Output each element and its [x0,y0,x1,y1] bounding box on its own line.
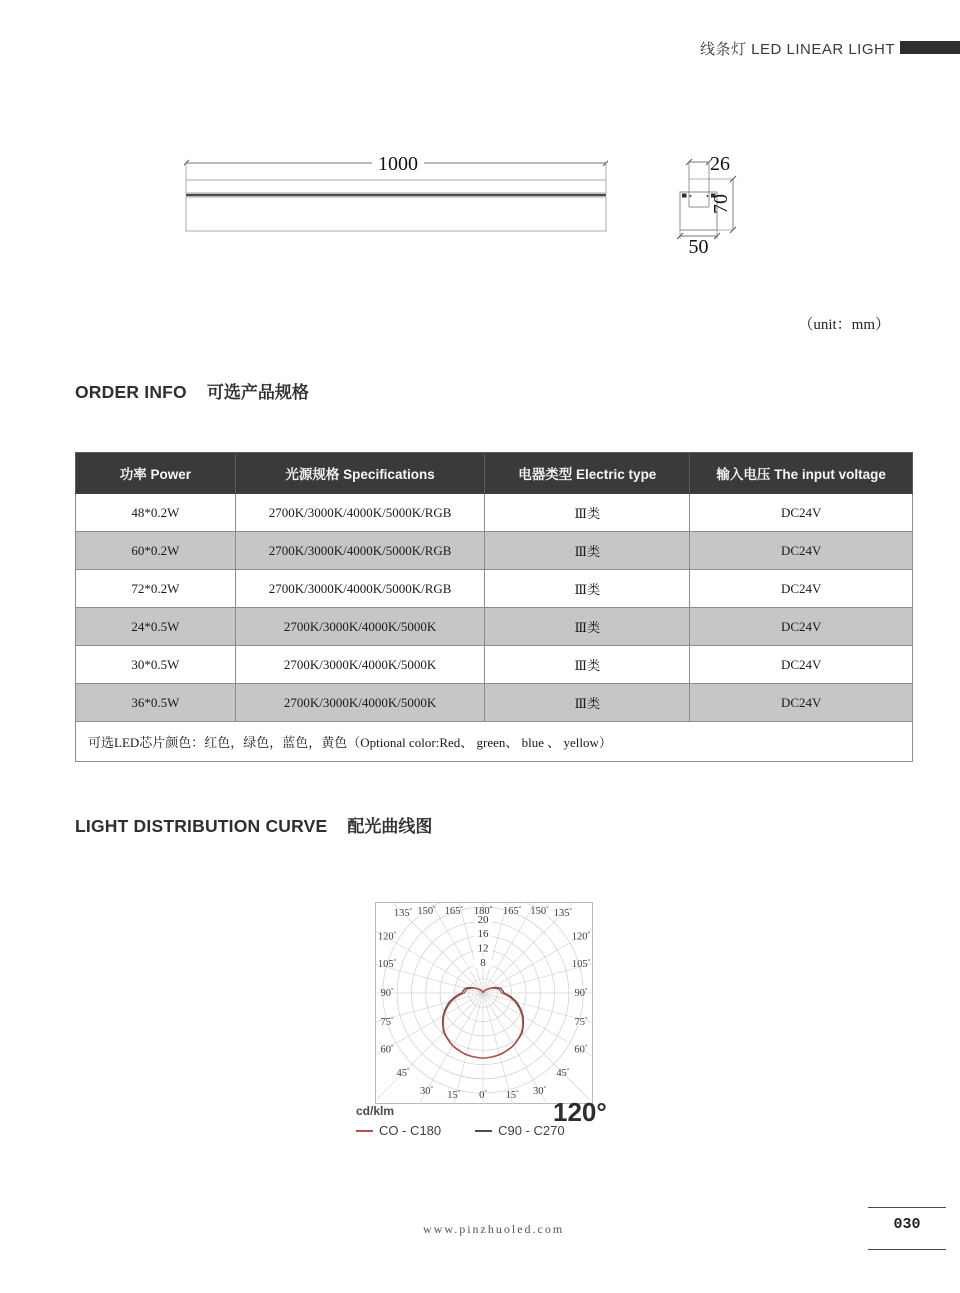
angle-tick-label: 180° [473,905,493,917]
table-note-row [76,722,913,762]
angle-tick-label: 105° [571,957,591,970]
legend-item-0 [356,1123,441,1138]
grid-spoke [483,993,589,1099]
angle-tick-label: 120° [377,930,397,943]
side-view-drawing [184,150,608,234]
table-cell: Ⅲ类 [485,608,690,646]
angle-tick-label: 165° [444,905,463,917]
spec-table [75,452,913,762]
radial-tick-label: 20 [477,913,489,926]
dim-length-label: 1000 [378,153,418,175]
radial-tick-label: 16 [477,928,489,941]
legend-swatch [356,1130,373,1132]
table-cell: Ⅲ类 [485,646,690,684]
grid-spoke [375,918,483,993]
grid-spoke [483,918,593,993]
dim-top-width-label: 26 [710,153,730,175]
radial-tick-label: 12 [477,942,489,955]
table-row [76,532,913,570]
table-cell: 48*0.2W [76,494,236,532]
angle-tick-label: 45° [556,1066,570,1079]
angle-tick-label: 30° [532,1084,547,1097]
table-cell: DC24V [690,570,913,608]
legend-swatch [475,1130,492,1132]
angle-tick-label: 150° [530,905,549,917]
angle-tick-label: 120° [571,930,591,943]
angle-tick-label: 15° [447,1089,461,1101]
table-cell: DC24V [690,494,913,532]
table-cell: 60*0.2W [76,532,236,570]
angle-tick-label: 60° [380,1043,394,1056]
table-row [76,608,913,646]
table-cell: 2700K/3000K/4000K/5000K [235,608,484,646]
angle-tick-label: 45° [396,1066,410,1079]
table-cell: 2700K/3000K/4000K/5000K/RGB [235,494,484,532]
chart-legend [356,1104,565,1138]
angle-tick-label: 150° [417,905,436,917]
angle-tick-label: 30° [419,1084,434,1097]
angle-tick-label: 0° [479,1089,487,1101]
legend-item-1 [475,1123,564,1138]
angle-tick-label: 75° [574,1016,588,1029]
angle-tick-label: 15° [505,1089,519,1101]
spec-table-body [76,494,913,722]
order-info-heading [75,378,309,403]
angle-tick-label: 135° [553,907,573,920]
unit-note: （unit：mm） [798,317,890,333]
cross-section-drawing [663,146,755,262]
order-info-title-en: ORDER INFO [75,382,187,402]
table-cell: DC24V [690,646,913,684]
angle-tick-label: 165° [503,905,522,917]
page-number-rule-top [868,1207,946,1208]
col-header-0: 功率 Power [76,453,236,494]
legend-label: CO - C180 [379,1123,442,1138]
table-cell: 24*0.5W [76,608,236,646]
page-number-rule-bottom [868,1249,946,1250]
col-header-1: 光源规格 Specifications [235,453,484,494]
order-info-title-zh: 可选产品规格 [206,383,309,402]
angle-tick-label: 60° [574,1043,588,1056]
legend-unit-label: cd/klm [356,1104,395,1118]
table-cell: Ⅲ类 [485,570,690,608]
table-cell: DC24V [690,608,913,646]
angle-tick-label: 90° [380,987,394,999]
table-cell: 2700K/3000K/4000K/5000K/RGB [235,570,484,608]
radial-tick-label: 8 [480,956,486,969]
table-cell: 72*0.2W [76,570,236,608]
page-header-title [0,38,895,59]
grid-spoke [483,993,593,1068]
angle-tick-label: 75° [380,1016,394,1029]
header-title-zh: 线条灯 [699,41,747,58]
angle-tick-label: 105° [377,957,397,970]
header-accent-block [900,41,960,54]
table-row [76,494,913,532]
angle-tick-label: 135° [393,907,413,920]
dim-bottom-width-label: 50 [688,236,709,258]
page-number: 030 [893,1216,921,1233]
legend-items [356,1123,565,1138]
table-cell: DC24V [690,684,913,722]
table-row [76,570,913,608]
col-header-2: 电器类型 Electric type [485,453,690,494]
spec-table-head [76,453,913,494]
angle-tick-label: 90° [574,987,588,999]
legend-label: C90 - C270 [498,1123,565,1138]
table-row [76,646,913,684]
table-cell: 30*0.5W [76,646,236,684]
table-cell: Ⅲ类 [485,532,690,570]
table-cell: Ⅲ类 [485,494,690,532]
ldc-title-en: LIGHT DISTRIBUTION CURVE [75,816,328,836]
table-cell: 2700K/3000K/4000K/5000K [235,646,484,684]
dim-height-label: 70 [710,194,732,214]
ldc-heading [75,812,432,837]
ldc-title-zh: 配光曲线图 [347,817,433,836]
table-cell: DC24V [690,532,913,570]
table-row [76,684,913,722]
light-distribution-chart [375,902,593,1104]
table-cell: 2700K/3000K/4000K/5000K [235,684,484,722]
footer-website: www.pinzhuoled.com [423,1222,565,1236]
beam-angle-label: 120° [553,1097,607,1127]
optional-color-note: 可选LED芯片颜色：红色，绿色，蓝色，黄色（Optional color:Red、 green、 blue 、 yellow） [76,722,913,762]
table-cell: 36*0.5W [76,684,236,722]
table-cell: 2700K/3000K/4000K/5000K/RGB [235,532,484,570]
header-title-en: LED LINEAR LIGHT [751,41,895,58]
grid-spoke [375,993,483,1068]
col-header-3: 输入电压 The input voltage [690,453,913,494]
table-cell: Ⅲ类 [485,684,690,722]
